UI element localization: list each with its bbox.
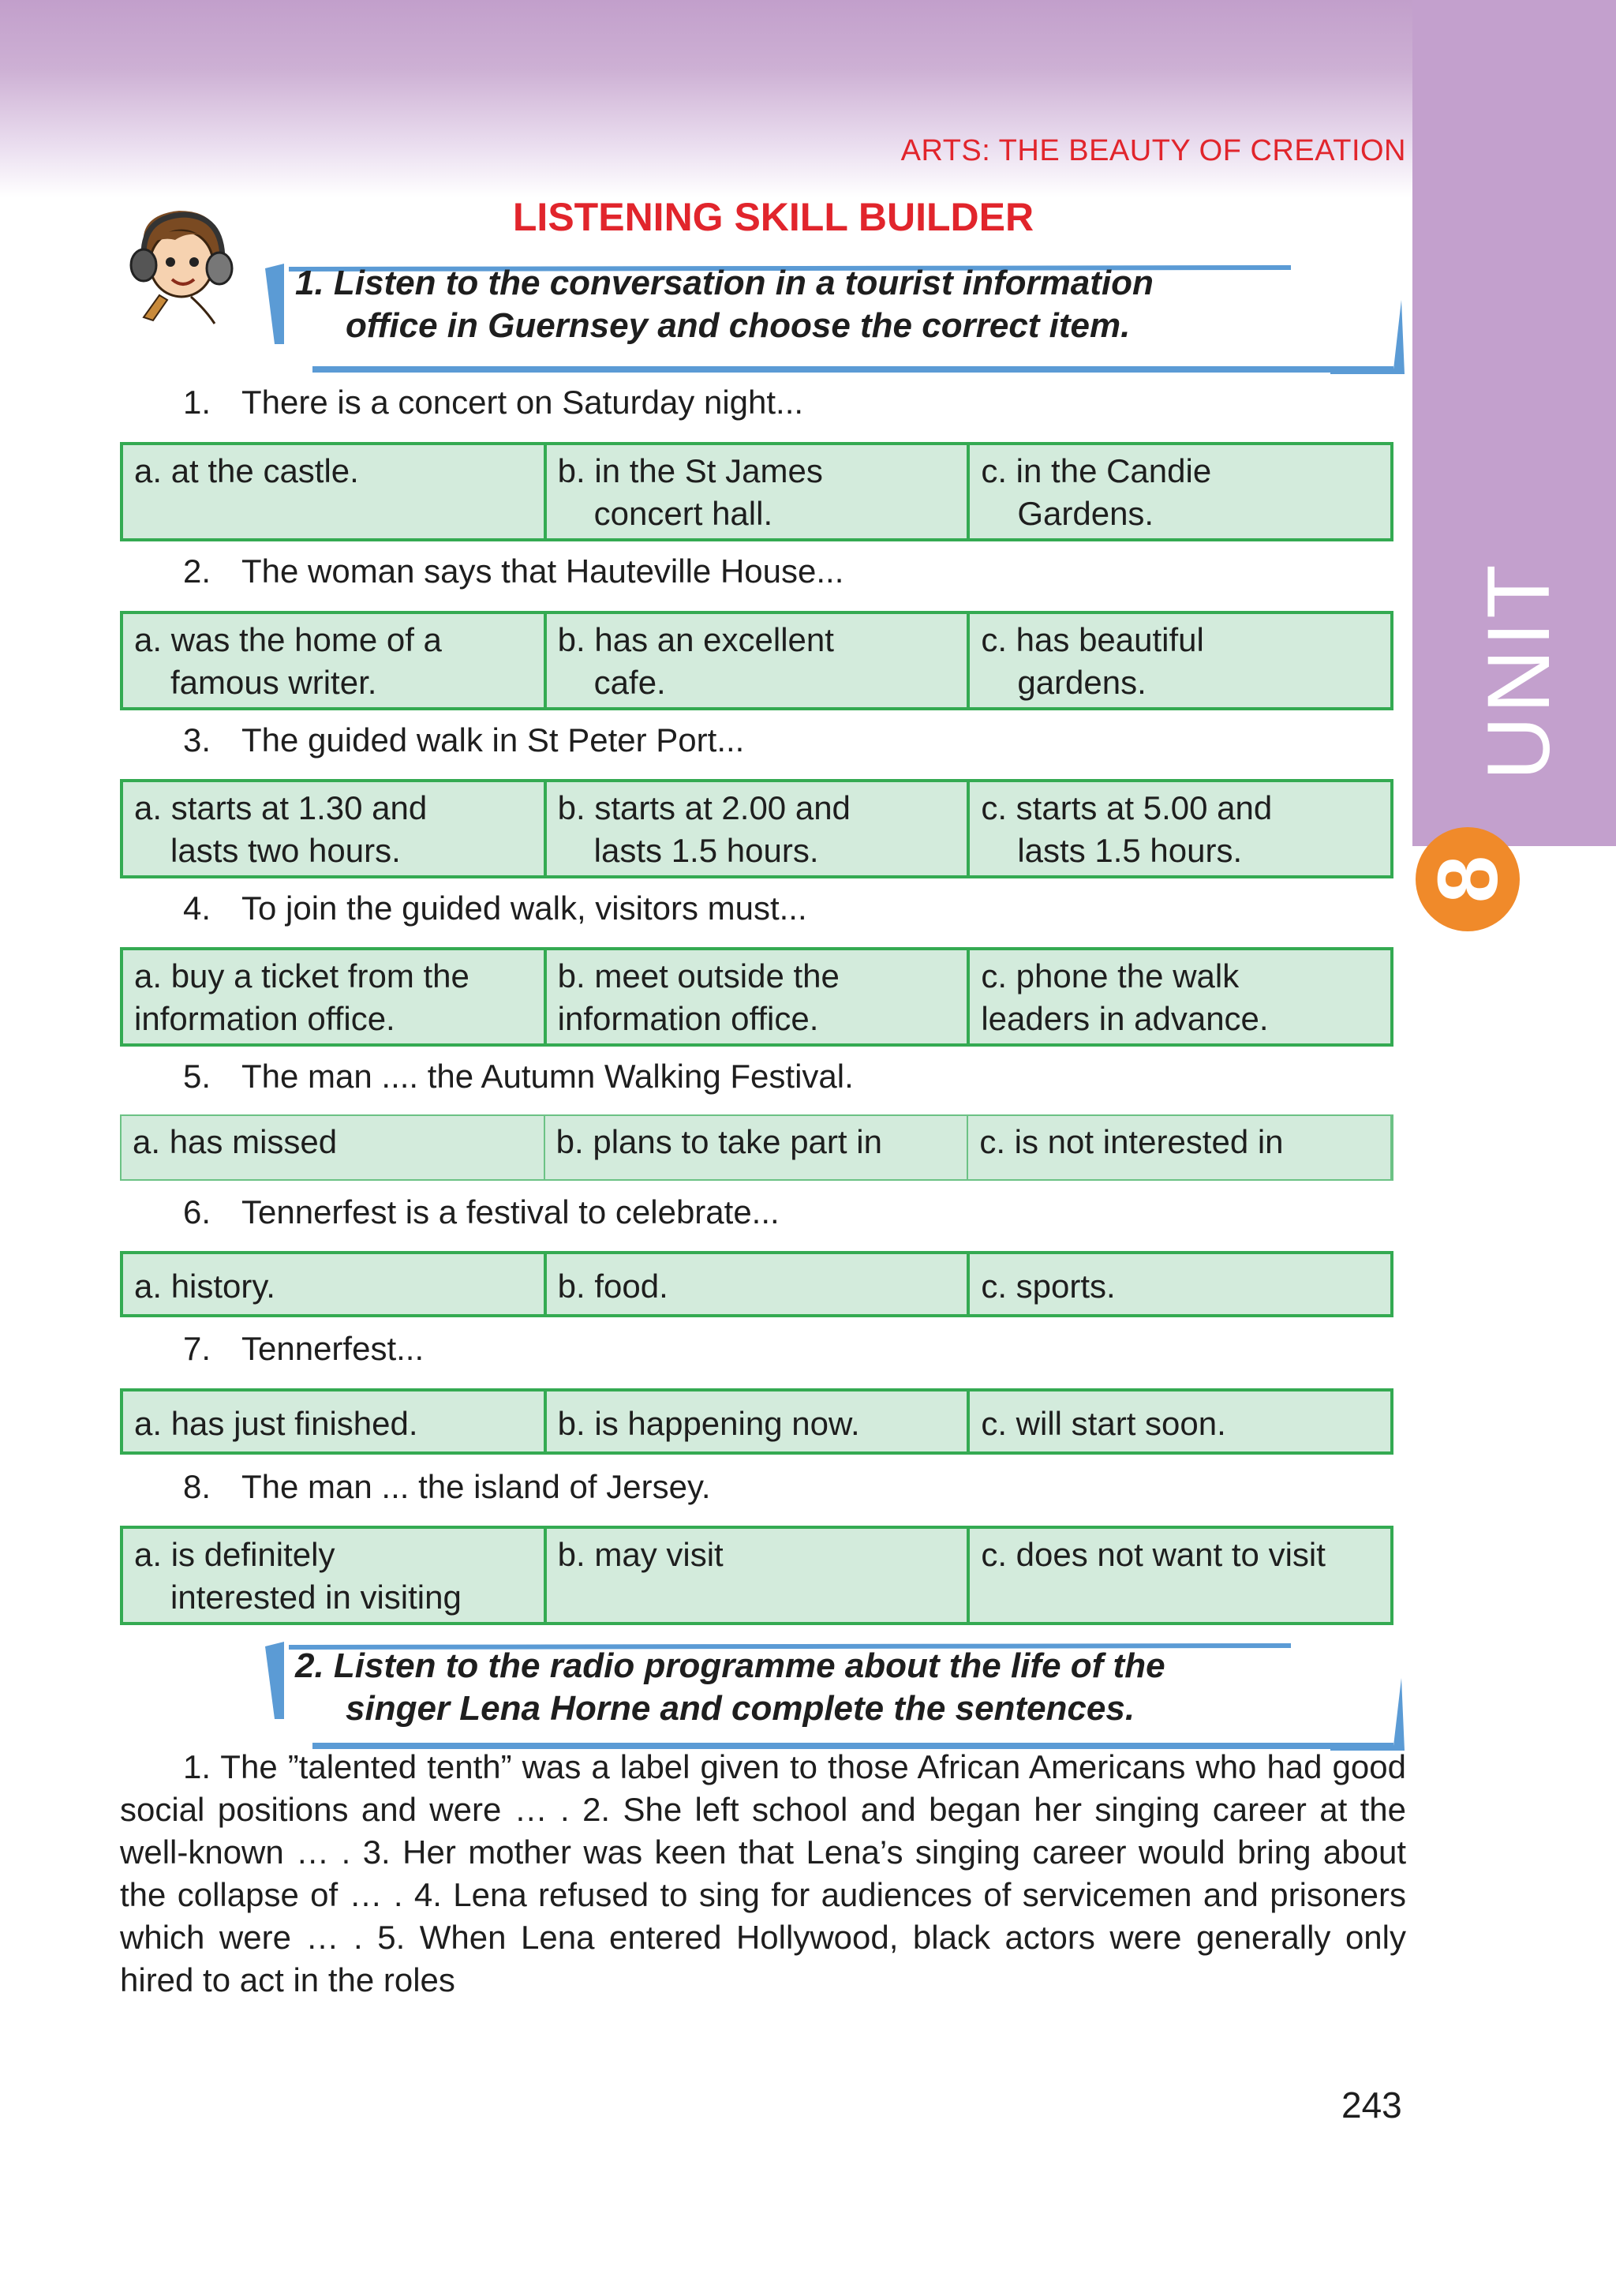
question-text: To join the guided walk, visitors must... bbox=[241, 890, 807, 927]
option-text-cont: cafe. bbox=[593, 664, 666, 701]
option-b[interactable] bbox=[547, 1529, 971, 1622]
option-a[interactable] bbox=[123, 1254, 547, 1314]
unit-number-badge bbox=[1416, 827, 1520, 931]
option-text: c. will start soon. bbox=[981, 1405, 1226, 1442]
running-head: ARTS: THE BEAUTY OF CREATION bbox=[900, 134, 1406, 167]
question-number: 3. bbox=[183, 721, 211, 758]
option-c[interactable] bbox=[970, 950, 1390, 1043]
option-text: a. was the home of a bbox=[134, 621, 442, 658]
question-text: The woman says that Hauteville House... bbox=[241, 552, 844, 590]
option-text: b. is happening now. bbox=[557, 1405, 860, 1442]
option-text-cont: lasts 1.5 hours. bbox=[593, 832, 819, 869]
option-text-cont: concert hall. bbox=[593, 495, 773, 532]
question-number: 1. bbox=[183, 384, 211, 421]
headphones-student-icon bbox=[112, 199, 246, 330]
option-text-cont: lasts 1.5 hours. bbox=[1017, 832, 1243, 869]
option-b[interactable] bbox=[545, 1116, 969, 1179]
option-text: b. may visit bbox=[557, 1536, 724, 1573]
question-text: The man ... the island of Jersey. bbox=[241, 1468, 711, 1505]
option-text-cont: famous writer. bbox=[170, 664, 377, 701]
question-4 bbox=[183, 890, 807, 927]
option-a[interactable] bbox=[123, 782, 547, 875]
option-text: a. history. bbox=[134, 1268, 275, 1305]
question-number: 5. bbox=[183, 1058, 211, 1095]
question-number: 7. bbox=[183, 1330, 211, 1367]
option-b[interactable] bbox=[547, 1254, 971, 1314]
option-b[interactable] bbox=[547, 614, 971, 707]
option-text: b. has an excellent bbox=[557, 621, 834, 658]
answer-options-4 bbox=[120, 947, 1393, 1047]
question-5 bbox=[183, 1058, 854, 1096]
task-2-banner bbox=[265, 1642, 1409, 1754]
option-text: b. meet outside the bbox=[557, 957, 840, 994]
option-a[interactable] bbox=[123, 1529, 547, 1622]
option-b[interactable] bbox=[547, 782, 971, 875]
option-a[interactable] bbox=[123, 950, 547, 1043]
question-2 bbox=[183, 552, 844, 590]
option-text-cont: gardens. bbox=[1017, 664, 1147, 701]
option-c[interactable] bbox=[968, 1116, 1392, 1179]
option-c[interactable] bbox=[970, 782, 1390, 875]
question-3 bbox=[183, 721, 744, 759]
question-text: The guided walk in St Peter Port... bbox=[241, 721, 745, 758]
option-text: c. has beautiful bbox=[981, 621, 1204, 658]
question-number: 4. bbox=[183, 890, 211, 927]
option-text: b. food. bbox=[557, 1268, 668, 1305]
option-a[interactable] bbox=[123, 1391, 547, 1451]
question-7 bbox=[183, 1330, 424, 1368]
task-1-instruction-line-2: office in Guernsey and choose the correct item. bbox=[346, 306, 1131, 345]
option-c[interactable] bbox=[970, 1254, 1390, 1314]
option-text-cont: leaders in advance. bbox=[981, 1000, 1269, 1037]
page-number: 243 bbox=[1341, 2084, 1402, 2126]
option-a[interactable] bbox=[123, 445, 547, 538]
option-a[interactable] bbox=[122, 1116, 545, 1179]
option-text: a. has missed bbox=[133, 1123, 338, 1160]
question-text: Tennerfest is a festival to celebrate... bbox=[241, 1193, 780, 1230]
option-a[interactable] bbox=[123, 614, 547, 707]
option-text: c. in the Candie bbox=[981, 452, 1212, 489]
question-text: The man .... the Autumn Walking Festival. bbox=[241, 1058, 854, 1095]
option-text: b. starts at 2.00 and bbox=[557, 789, 851, 826]
option-text: a. buy a ticket from the bbox=[134, 957, 469, 994]
question-number: 6. bbox=[183, 1193, 211, 1230]
answer-options-1 bbox=[120, 442, 1393, 541]
option-text-cont: information office. bbox=[557, 1000, 819, 1037]
section-title: LISTENING SKILL BUILDER bbox=[512, 195, 1034, 239]
option-c[interactable] bbox=[970, 614, 1390, 707]
option-text: c. does not want to visit bbox=[981, 1536, 1326, 1573]
option-text: a. is definitely bbox=[134, 1536, 335, 1573]
option-text: b. in the St James bbox=[557, 452, 823, 489]
question-text: There is a concert on Saturday night... bbox=[241, 384, 804, 421]
question-6 bbox=[183, 1193, 780, 1231]
option-text: c. sports. bbox=[981, 1268, 1116, 1305]
option-b[interactable] bbox=[547, 950, 971, 1043]
question-1 bbox=[183, 384, 803, 421]
option-text: a. at the castle. bbox=[134, 452, 359, 489]
option-text: a. starts at 1.30 and bbox=[134, 789, 428, 826]
task-1-instruction-line-1: 1. Listen to the conversation in a tourist information bbox=[295, 264, 1154, 302]
answer-options-8 bbox=[120, 1526, 1393, 1625]
option-text: b. plans to take part in bbox=[556, 1123, 882, 1160]
option-text: c. phone the walk bbox=[981, 957, 1240, 994]
task-2-instruction-line-1: 2. Listen to the radio programme about the life of the bbox=[295, 1646, 1165, 1685]
answer-options-6 bbox=[120, 1251, 1393, 1317]
answer-options-3 bbox=[120, 779, 1393, 878]
option-text-cont: interested in visiting bbox=[170, 1579, 462, 1616]
option-text-cont: lasts two hours. bbox=[170, 832, 401, 869]
option-b[interactable] bbox=[547, 445, 971, 538]
option-c[interactable] bbox=[970, 445, 1390, 538]
task-2-sentences: 1. The ”talented tenth” was a label given to those African Americans who had good social positions and were … . 2. She left school and began her singing career at the well-known … . 3. Her mother was keen that Lena’s singing career would bring about the collapse of … . 4. Lena refused to sing for audiences of servicemen and prisoners which were … . 5. When Lena entered Hollywood, black actors were generally only hired to act in the roles bbox=[120, 1748, 1406, 1998]
answer-options-2 bbox=[120, 611, 1393, 710]
option-text-cont: Gardens. bbox=[1017, 495, 1154, 532]
question-8 bbox=[183, 1468, 711, 1506]
option-text: c. starts at 5.00 and bbox=[981, 789, 1273, 826]
option-b[interactable] bbox=[547, 1391, 971, 1451]
option-text: a. has just finished. bbox=[134, 1405, 418, 1442]
question-number: 2. bbox=[183, 552, 211, 590]
option-text: c. is not interested in bbox=[979, 1123, 1284, 1160]
unit-label: UNIT bbox=[1468, 561, 1568, 781]
question-number: 8. bbox=[183, 1468, 211, 1505]
task-1-banner bbox=[265, 262, 1409, 377]
question-text: Tennerfest... bbox=[241, 1330, 425, 1367]
option-c[interactable] bbox=[970, 1391, 1390, 1451]
unit-number: 8 bbox=[1419, 855, 1515, 904]
option-c[interactable] bbox=[970, 1529, 1390, 1622]
task-2-instruction-line-2: singer Lena Horne and complete the sentences. bbox=[346, 1689, 1135, 1728]
answer-options-5 bbox=[120, 1114, 1393, 1181]
answer-options-7 bbox=[120, 1388, 1393, 1455]
option-text-cont: information office. bbox=[134, 1000, 395, 1037]
